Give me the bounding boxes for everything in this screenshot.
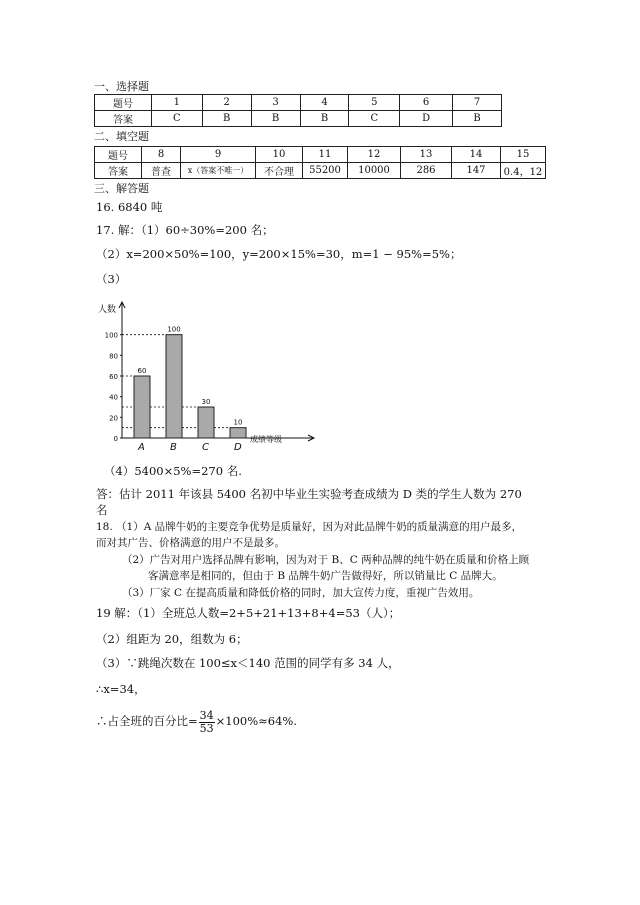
q16-answer: 16. 6840 吨 [96, 200, 163, 214]
bar-chart [90, 296, 320, 460]
table-cell: B [202, 111, 251, 127]
q19-percent-prefix: ∴占全班的百分比= [96, 714, 198, 728]
q19-line-4: ∴x=34， [96, 682, 146, 696]
table-cell: 普查 [142, 163, 181, 179]
table-cell: 2 [202, 95, 251, 111]
table-cell: 15 [501, 147, 546, 163]
table-cell: 答案 [95, 111, 152, 127]
category-label: C [202, 442, 209, 453]
table-cell: B [453, 111, 502, 127]
y-axis-label: 人数 [98, 305, 117, 315]
bar-a [134, 376, 150, 438]
table-cell: 11 [303, 147, 348, 163]
q19-percent-suffix: ×100%≈64%. [215, 714, 298, 728]
table-cell: 286 [401, 163, 452, 179]
q17-line-1: 17. 解：（1）60÷30%=200 名； [96, 223, 274, 237]
table-cell: C [349, 111, 400, 127]
table-row [95, 95, 502, 111]
bar-value-label: 60 [137, 367, 147, 375]
table-cell: 1 [152, 95, 203, 111]
table-cell: 7 [453, 95, 502, 111]
category-label: A [138, 442, 145, 453]
table-row [95, 147, 546, 163]
q18-line-2: 而对其广告、价格满意的用户不是最多。 [96, 537, 285, 549]
table-cell: 答案 [95, 163, 142, 179]
table-cell: 不合理 [256, 163, 303, 179]
table-cell: 12 [348, 147, 401, 163]
fraction-numerator: 34 [199, 708, 214, 722]
section-choice-heading: 一、选择题 [94, 80, 149, 93]
q17-line-4: （4）5400×5%=270 名. [104, 464, 242, 478]
q17-line-3: （3） [96, 272, 127, 286]
q18-line-3: （2）广告对用户选择品牌有影响，因为对于 B、C 两种品牌的纯牛奶在质量和价格上顾 [122, 554, 530, 566]
fraction-denominator: 53 [199, 721, 214, 735]
section-solve-heading: 三、解答题 [94, 182, 149, 195]
table-cell: 3 [251, 95, 300, 111]
q17-line-2: （2）x=200×50%=100，y=200×15%=30，m=1 − 95%=5%； [96, 247, 462, 261]
table-cell: 147 [452, 163, 501, 179]
y-tick-label: 60 [109, 373, 118, 381]
table-cell: 13 [401, 147, 452, 163]
table-cell: 6 [400, 95, 453, 111]
q17-line-6: 名 [96, 503, 108, 517]
bar-d [230, 428, 246, 438]
q19-line-1: 19 解：（1）全班总人数=2+5+21+13+8+4=53（人）； [96, 606, 401, 620]
section-fill-heading: 二、填空题 [94, 130, 149, 143]
table-cell: C [152, 111, 203, 127]
fraction [199, 710, 215, 735]
table-cell: B [251, 111, 300, 127]
table-cell: B [300, 111, 349, 127]
category-label: B [170, 442, 177, 453]
table-cell: 0.4，12 [501, 163, 546, 179]
table-cell: 10000 [348, 163, 401, 179]
q19-line-2: （2）组距为 20，组数为 6； [96, 632, 248, 646]
table-cell: x（答案不唯一） [181, 163, 256, 179]
y-tick-label: 100 [104, 331, 118, 340]
y-tick-label: 0 [113, 435, 118, 443]
table-row [95, 163, 546, 179]
table-cell: 9 [181, 147, 256, 163]
y-tick-label: 80 [109, 352, 118, 361]
q19-line-3: （3）∵跳绳次数在 100≤x＜140 范围的同学有多 34 人， [96, 656, 400, 670]
q18-line-5: （3）厂家 C 在提高质量和降低价格的同时，加大宣传力度，重视广告效用。 [122, 587, 480, 599]
q18-line-1: 18. （1）A 品牌牛奶的主要竞争优势是质量好，因为对此品牌牛奶的质量满意的用户最多， [96, 521, 523, 533]
bar-c [198, 407, 214, 438]
table-cell: 题号 [95, 147, 142, 163]
table-cell: 题号 [95, 95, 152, 111]
x-axis-label: 成绩等级 [250, 435, 282, 444]
table-cell: 4 [300, 95, 349, 111]
bar-value-label: 100 [167, 325, 181, 334]
q19-line-5 [96, 708, 297, 735]
table-cell: 10 [256, 147, 303, 163]
table-cell: 14 [452, 147, 501, 163]
table-cell: 5 [349, 95, 400, 111]
y-tick-label: 20 [109, 414, 118, 423]
bar-value-label: 10 [233, 418, 243, 427]
bar-value-label: 30 [201, 398, 211, 406]
q18-line-4: 客满意率是相同的，但由于 B 品牌牛奶广告做得好，所以销量比 C 品牌大。 [148, 570, 503, 582]
bar-b [166, 335, 182, 438]
table-cell: D [400, 111, 453, 127]
table-row [95, 111, 502, 127]
choice-answer-table [94, 94, 502, 127]
table-cell: 8 [142, 147, 181, 163]
category-label: D [234, 442, 242, 453]
fill-answer-table [94, 146, 546, 179]
table-cell: 55200 [303, 163, 348, 179]
q17-line-5: 答：估计 2011 年该县 5400 名初中毕业生实验考查成绩为 D 类的学生人数为 270 [96, 487, 522, 501]
y-tick-label: 40 [109, 393, 118, 402]
